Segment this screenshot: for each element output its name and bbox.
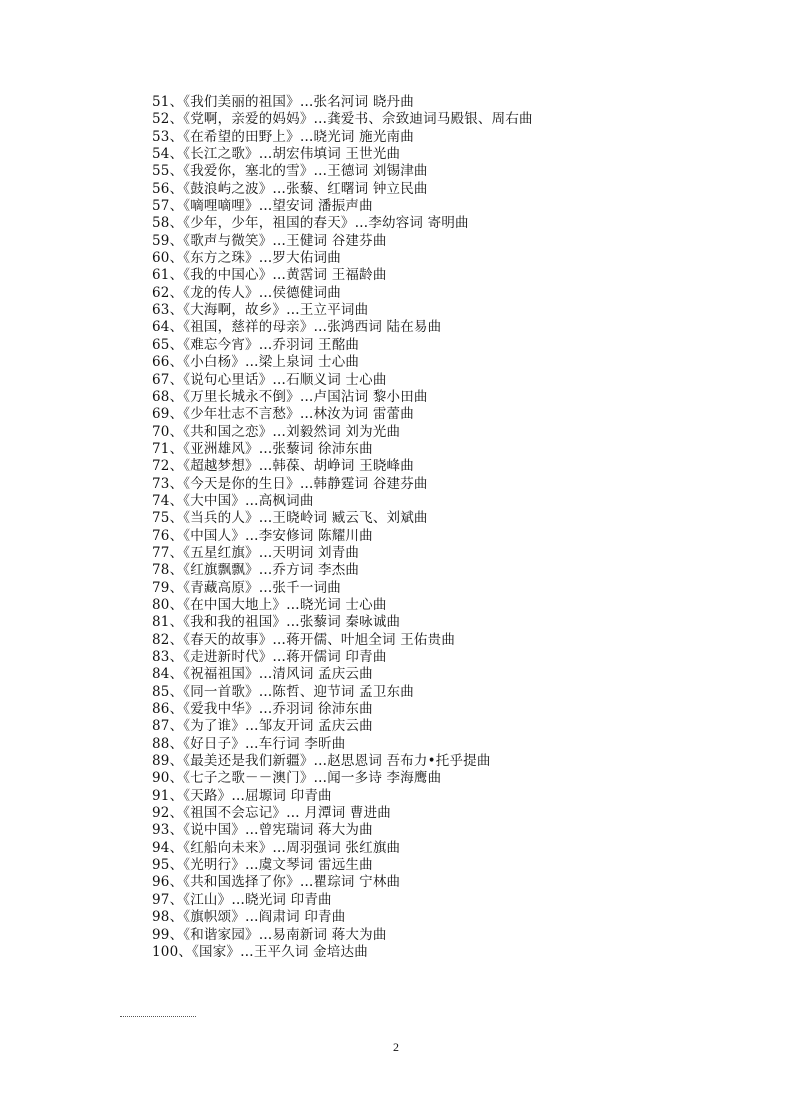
list-item: 79、《青藏高原》…张千一词曲 [152,579,341,596]
list-item: 89、《最美还是我们新疆》…赵思恩词 吾布力•托乎提曲 [152,753,491,770]
list-item: 66、《小白杨》…梁上泉词 士心曲 [152,354,360,371]
list-item: 84、《祝福祖国》…清风词 孟庆云曲 [152,666,373,683]
list-item: 73、《今天是你的生日》…韩静霆词 谷建芬曲 [152,475,428,492]
list-item: 51、《我们美丽的祖国》…张名河词 晓丹曲 [152,94,414,110]
list-item: 98、《旗帜颂》…阎肃词 印青曲 [152,909,346,926]
list-item: 97、《江山》…晓光词 印青曲 [152,891,332,908]
list-item: 99、《和谐家园》…易南新词 蒋大为曲 [152,926,387,943]
list-item: 54、《长江之歌》…胡宏伟填词 王世光曲 [152,146,401,163]
list-item: 92、《祖国不会忘记》… 月潭词 曹进曲 [152,805,392,822]
list-item: 96、《共和国选择了你》…瞿琮词 宁林曲 [152,874,401,891]
list-item: 62、《龙的传人》…侯德健词曲 [152,284,341,301]
list-item: 68、《万里长城永不倒》…卢国沾词 黎小田曲 [152,388,428,405]
list-item: 93、《说中国》…曾宪瑞词 蒋大为曲 [152,822,373,839]
list-item: 77、《五星红旗》…天明词 刘青曲 [152,544,360,561]
list-item: 94、《红船向未来》…周羽强词 张红旗曲 [152,839,401,856]
list-item: 87、《为了谁》…邹友开词 孟庆云曲 [152,718,373,735]
list-item: 95、《光明行》…虞文琴词 雷远生曲 [152,857,373,874]
list-item: 64、《祖国，慈祥的母亲》…张鸿西词 陆在易曲 [152,319,442,336]
list-item: 86、《爱我中华》…乔羽词 徐沛东曲 [152,701,373,718]
list-item: 60、《东方之珠》…罗大佑词曲 [152,250,341,267]
list-item: 75、《当兵的人》…王晓岭词 臧云飞、刘斌曲 [152,510,428,527]
list-item: 83、《走进新时代》…蒋开儒词 印青曲 [152,649,387,665]
list-item: 72、《超越梦想》…韩葆、胡峥词 王晓峰曲 [152,458,414,475]
list-item: 65、《难忘今宵》…乔羽词 王酩曲 [152,336,360,353]
list-item: 59、《歌声与微笑》…王健词 谷建芬曲 [152,232,387,249]
list-item: 88、《好日子》…车行词 李昕曲 [152,735,346,752]
list-item: 80、《在中国大地上》…晓光词 士心曲 [152,596,387,613]
list-item: 70、《共和国之恋》…刘毅然词 刘为光曲 [152,423,401,440]
list-item: 57、《嘀哩嘀哩》…望安词 潘振声曲 [152,198,373,215]
list-item: 61、《我的中国心》…黄霑词 王福龄曲 [152,267,387,284]
list-item: 56、《鼓浪屿之波》…张藜、红曙词 钟立民曲 [152,180,428,197]
list-item: 81、《我和我的祖国》…张藜词 秦咏诚曲 [152,614,401,631]
list-item: 52、《党啊，亲爱的妈妈》…龚爱书、佘致迪词马殿银、周右曲 [152,111,533,128]
list-item: 82、《春天的故事》…蒋开儒、叶旭全词 王佑贵曲 [152,631,456,648]
list-item: 67、《说句心里话》…石顺义词 士心曲 [152,371,387,388]
list-item: 53、《在希望的田野上》…晓光词 施光南曲 [152,128,414,145]
list-item: 100、《国家》…王平久词 金培达曲 [152,943,368,960]
list-item: 71、《亚洲雄风》…张藜词 徐沛东曲 [152,440,373,457]
list-item: 76、《中国人》…李安修词 陈耀川曲 [152,527,373,544]
list-item: 91、《天路》…屈塬词 印青曲 [152,787,332,804]
list-item: 58、《少年，少年，祖国的春天》…李幼容词 寄明曲 [152,215,469,232]
song-list [152,94,533,961]
list-item: 55、《我爱你，塞北的雪》…王德词 刘锡津曲 [152,163,428,180]
list-item: 74、《大中国》…高枫词曲 [152,492,314,509]
list-item: 78、《红旗飘飘》…乔方词 李杰曲 [152,562,360,579]
list-item: 85、《同一首歌》…陈哲、迎节词 孟卫东曲 [152,683,414,700]
list-item: 69、《少年壮志不言愁》…林汝为词 雷蕾曲 [152,406,414,423]
footnote-separator [120,1016,196,1017]
list-item: 90、《七子之歌－－澳门》…闻一多诗 李海鹰曲 [152,770,442,787]
list-item: 63、《大海啊，故乡》…王立平词曲 [152,302,369,319]
page-number: 2 [393,1040,399,1054]
